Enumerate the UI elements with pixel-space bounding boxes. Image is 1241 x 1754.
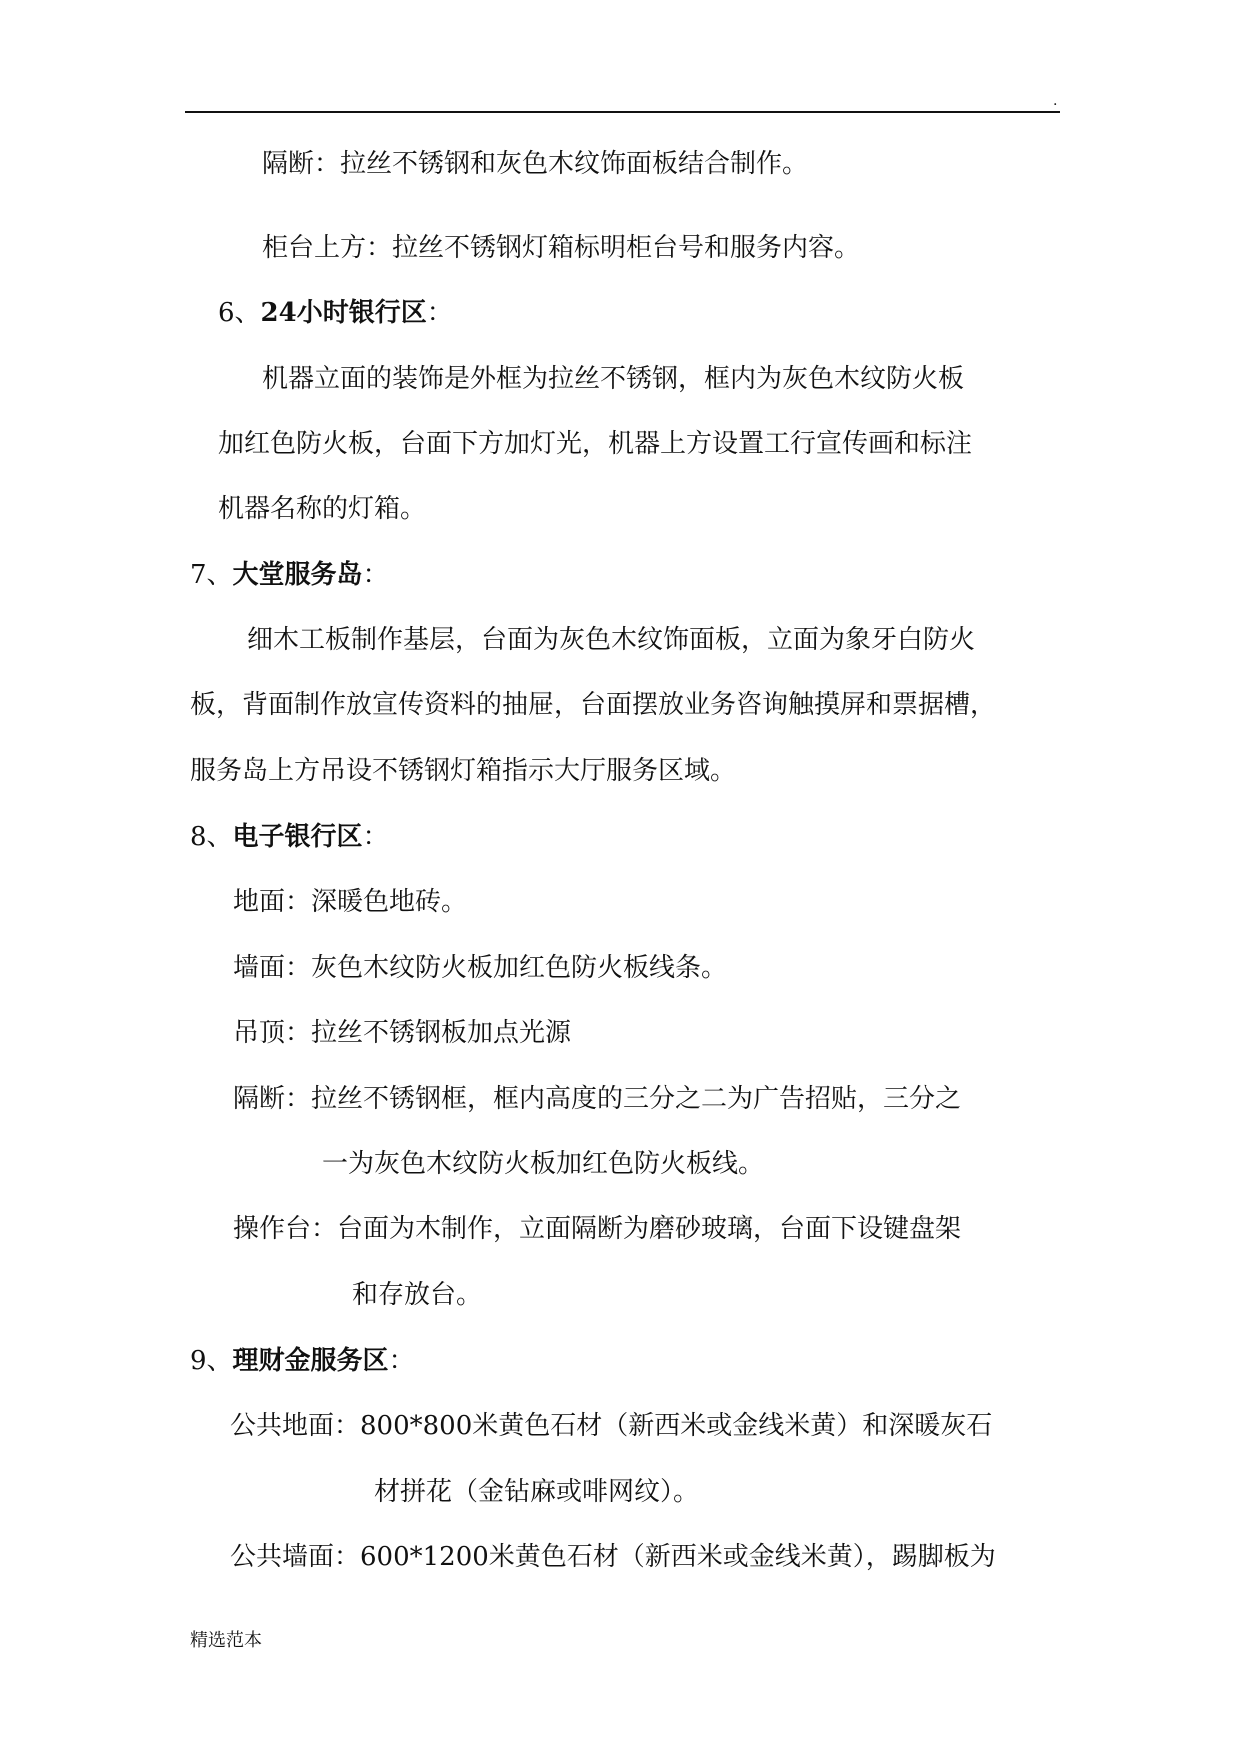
section-9-heading [190,1344,415,1378]
section-9-number: 9、 [190,1346,233,1376]
section-8-colon: ： [362,822,389,852]
section-6-number: 6、 [218,298,261,328]
section-9-item-wall: 公共墙面：600*1200米黄色石材（新西米或金线米黄），踢脚板为 [230,1542,996,1572]
section-9-item-floor: 公共地面：800*800米黄色石材（新西米或金线米黄）和深暖灰石 [230,1411,993,1441]
section-8-number: 8、 [190,822,233,852]
section-8-item-partition: 隔断：拉丝不锈钢框，框内高度的三分之二为广告招贴，三分之 [233,1084,962,1114]
section-9-item-floor-cont: 材拼花（金钻麻或啡网纹）。 [374,1477,700,1507]
section-8-item-console-cont: 和存放台。 [352,1280,483,1310]
footer-text: 精选范本 [190,1630,262,1651]
section-6-title: 24小时银行区 [260,298,427,328]
section-7-body-line-2: 板，背面制作放宣传资料的抽屉，台面摆放业务咨询触摸屏和票据槽， [190,690,997,720]
header-rule [185,111,1060,113]
section-6-body-line-1: 机器立面的装饰是外框为拉丝不锈钢，框内为灰色木纹防火板 [262,364,965,394]
section-6-body-line-2: 加红色防火板，台面下方加灯光，机器上方设置工行宣传画和标注 [218,429,973,459]
section-6-colon: ： [426,298,453,328]
section-7-colon: ： [362,560,389,590]
section-8-heading [190,820,389,854]
section-8-item-ceiling: 吊顶：拉丝不锈钢板加点光源 [233,1018,572,1048]
section-7-body-line-3: 服务岛上方吊设不锈钢灯箱指示大厅服务区域。 [190,756,737,786]
section-7-heading [190,558,389,592]
partition-text: 隔断：拉丝不锈钢和灰色木纹饰面板结合制作。 [262,149,809,179]
section-7-body-line-1: 细木工板制作基层，台面为灰色木纹饰面板，立面为象牙白防火 [247,625,976,655]
section-7-title: 大堂服务岛 [232,560,363,590]
header-dot: . [1053,93,1058,109]
section-8-item-wall: 墙面：灰色木纹防火板加红色防火板线条。 [233,953,728,983]
section-8-item-console: 操作台：台面为木制作，立面隔断为磨砂玻璃，台面下设键盘架 [233,1214,962,1244]
section-9-colon: ： [388,1346,415,1376]
section-8-title: 电子银行区 [232,822,363,852]
section-9-title: 理财金服务区 [232,1346,389,1376]
section-8-item-partition-cont: 一为灰色木纹防火板加红色防火板线。 [322,1149,765,1179]
section-6-body-line-3: 机器名称的灯箱。 [218,494,427,524]
section-7-number: 7、 [190,560,233,590]
section-6-heading [218,296,453,330]
section-8-item-floor: 地面：深暖色地砖。 [233,887,468,917]
counter-top-text: 柜台上方：拉丝不锈钢灯箱标明柜台号和服务内容。 [262,233,861,263]
